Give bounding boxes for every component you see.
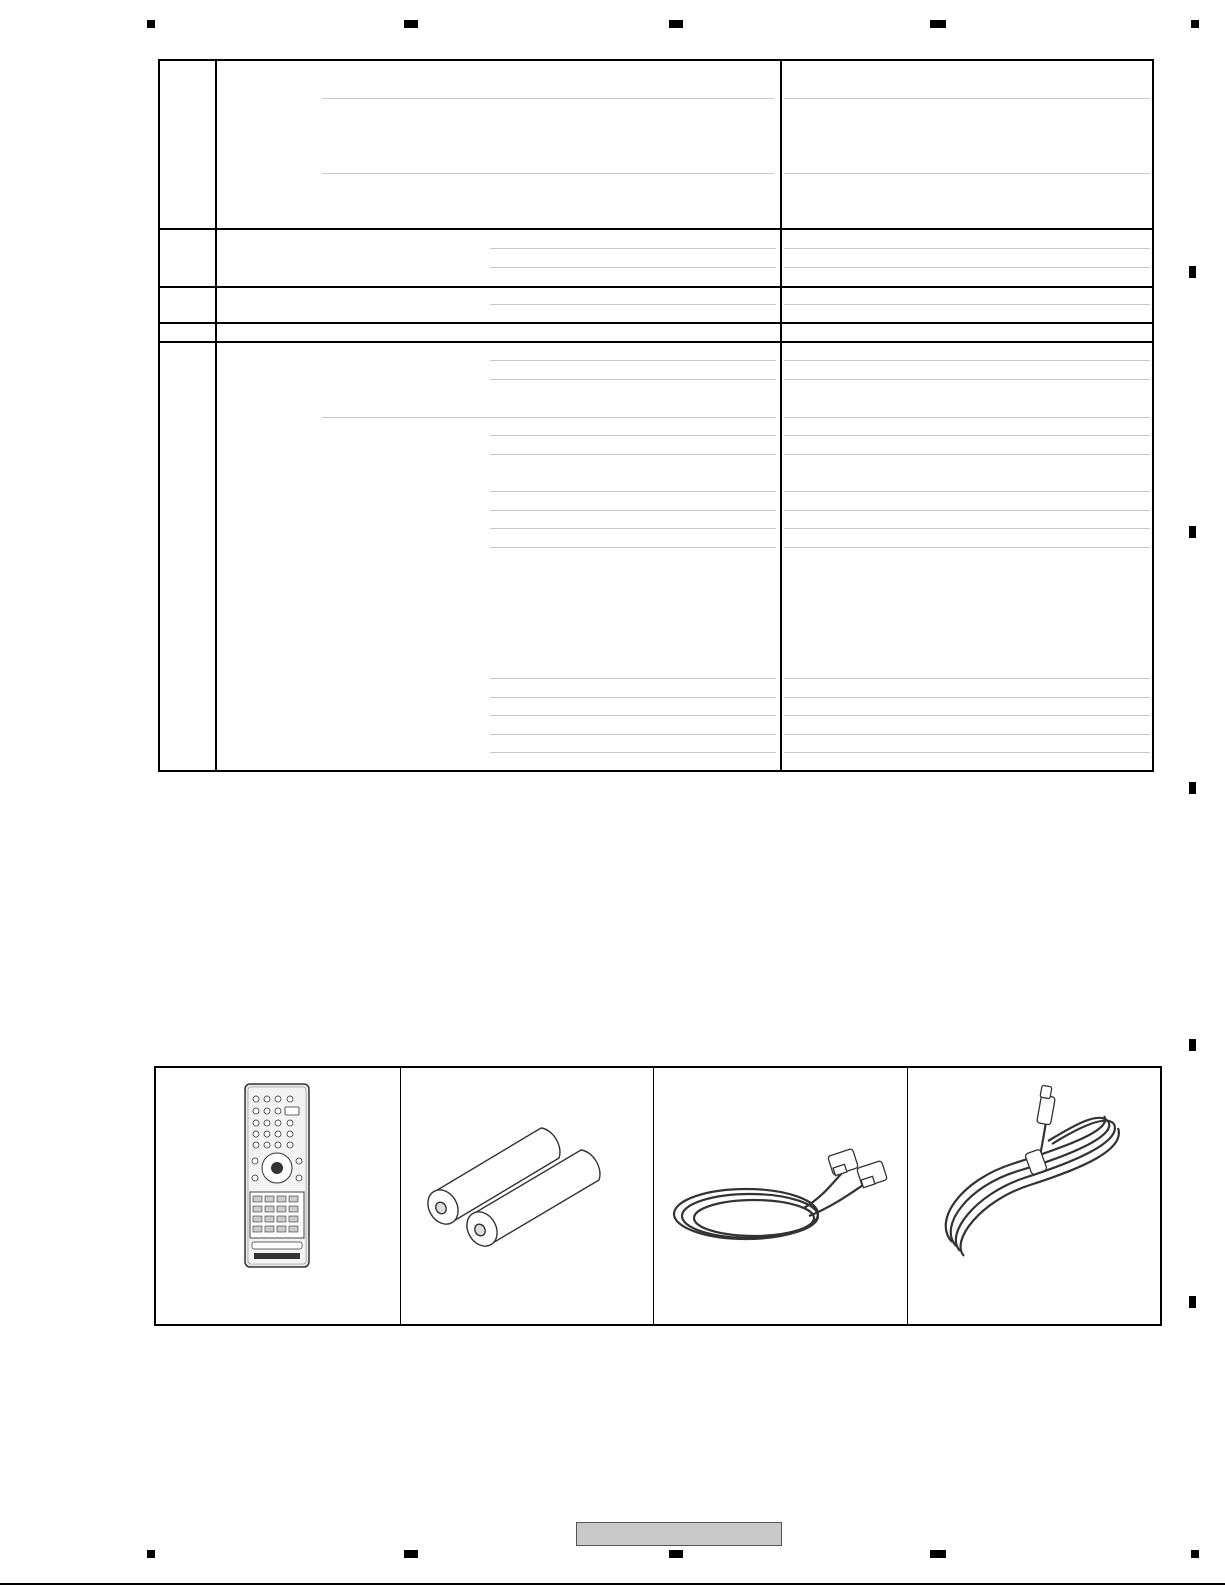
spec-row-rule: [490, 528, 776, 529]
spec-row-rule: [490, 547, 776, 548]
spec-section-separator: [158, 322, 1154, 324]
spec-row-rule: [784, 697, 1150, 698]
power-cord-icon: [908, 1066, 1160, 1324]
reg-mark-bottom-1: [147, 1550, 155, 1558]
spec-row-rule: [490, 715, 776, 716]
reg-mark-right-3: [1189, 782, 1196, 794]
reg-mark-right-5: [1189, 1296, 1196, 1308]
spec-row-rule: [322, 98, 774, 99]
spec-row-rule: [784, 417, 1150, 418]
spec-row-rule: [490, 435, 776, 436]
spec-row-rule: [784, 304, 1150, 305]
spec-table: [0, 0, 1225, 780]
spec-row-rule: [322, 417, 776, 418]
spec-row-rule: [784, 734, 1150, 735]
spec-row-rule: [490, 248, 776, 249]
accessory-remote-control: [156, 1066, 400, 1326]
reg-mark-bottom-5: [1191, 1550, 1199, 1558]
spec-row-rule: [784, 528, 1150, 529]
spec-row-rule: [490, 491, 776, 492]
scart-cable-icon: [654, 1066, 907, 1324]
spec-row-rule: [784, 752, 1150, 753]
accessory-power-cord: [908, 1066, 1160, 1326]
spec-row-rule: [490, 752, 776, 753]
page-footer-tab: [576, 1522, 782, 1546]
reg-mark-bottom-4: [930, 1550, 946, 1558]
reg-mark-right-4: [1189, 1039, 1196, 1051]
spec-table-frame: [158, 59, 1154, 772]
spec-row-rule: [784, 98, 1150, 99]
reg-mark-bottom-2: [404, 1550, 418, 1558]
spec-row-rule: [784, 379, 1150, 380]
spec-row-rule: [784, 248, 1150, 249]
spec-row-rule: [490, 304, 776, 305]
spec-row-rule: [490, 678, 776, 679]
spec-row-rule: [490, 267, 776, 268]
spec-row-rule: [490, 734, 776, 735]
reg-mark-bottom-3: [669, 1550, 683, 1558]
spec-row-rule: [322, 173, 774, 174]
remote-control-icon: [156, 1066, 400, 1324]
spec-row-rule: [784, 267, 1150, 268]
spec-section-separator: [158, 341, 1154, 343]
accessory-scart-cable: [654, 1066, 907, 1326]
spec-row-rule: [784, 173, 1150, 174]
spec-row-rule: [784, 547, 1150, 548]
spec-row-rule: [784, 435, 1150, 436]
spec-row-rule: [784, 454, 1150, 455]
spec-row-rule: [784, 678, 1150, 679]
spec-row-rule: [784, 491, 1150, 492]
spec-table-divider-col1: [215, 59, 217, 772]
accessory-batteries: [401, 1066, 653, 1326]
spec-section-separator: [158, 286, 1154, 288]
spec-row-rule: [784, 360, 1150, 361]
spec-table-divider-col2: [780, 59, 782, 772]
spec-row-rule: [490, 454, 776, 455]
spec-row-rule: [784, 715, 1150, 716]
spec-section-separator: [158, 228, 1154, 230]
spec-row-rule: [490, 379, 776, 380]
battery-icon: [401, 1066, 653, 1324]
spec-row-rule: [784, 510, 1150, 511]
spec-row-rule: [490, 510, 776, 511]
spec-row-rule: [490, 360, 776, 361]
spec-row-rule: [490, 697, 776, 698]
